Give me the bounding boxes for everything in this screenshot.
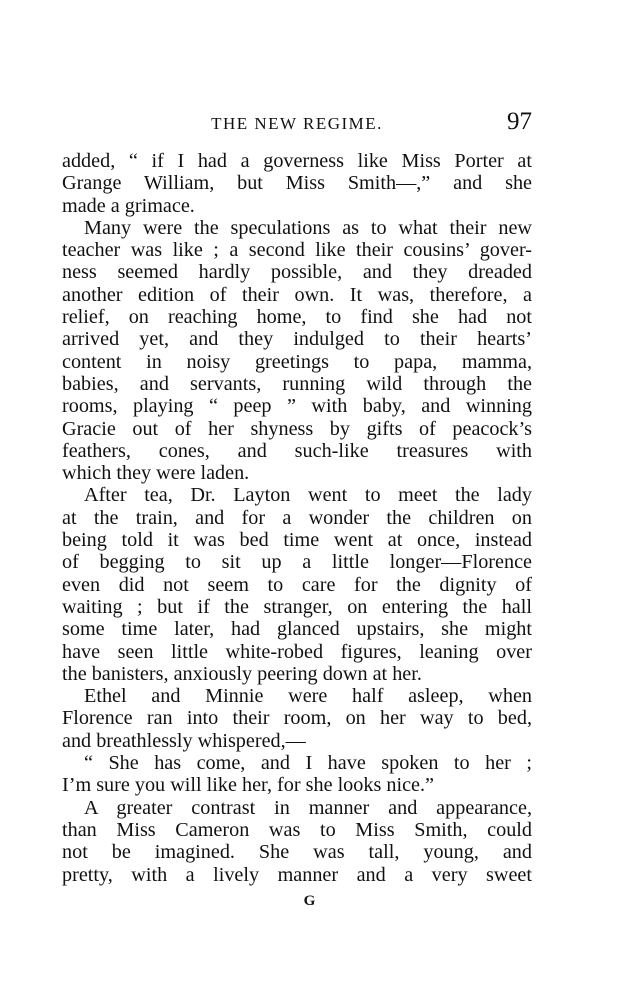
text-line: After tea, Dr. Layton went to meet the lady [84,484,532,507]
text-line: arrived yet, and they indulged to their hearts’ [62,328,532,351]
text-line: Florence ran into their room, on her way to bed, [62,707,532,730]
text-line: have seen little white-robed figures, leaning over [62,640,532,663]
text-line: not be imagined. She was tall, young, and [62,841,532,864]
text-line: even did not seem to care for the dignity of [62,573,532,596]
text-line: Many were the speculations as to what their new [84,216,532,239]
text-line: the banisters, anxiously peering down at her. [62,662,422,685]
text-line: babies, and servants, running wild through the [62,372,532,395]
running-title: THE NEW REGIME. [211,114,383,133]
text-line: waiting ; but if the stranger, on entering the hall [62,595,532,618]
text-line: I’m sure you will like her, for she looks nice.” [62,774,434,797]
text-line: and breathlessly whispered,— [62,729,306,752]
text-line: added, “ if I had a governess like Miss Porter at [62,150,532,172]
text-line: content in noisy greetings to papa, mamma, [62,350,532,373]
page-number: 97 [507,108,532,135]
text-line: being told it was bed time went at once, instead [62,529,532,552]
text-line: made a grimace. [62,194,195,217]
text-line: Grange William, but Miss Smith—,” and she [62,172,532,195]
text-line: than Miss Cameron was to Miss Smith, could [62,818,532,841]
text-line: feathers, cones, and such-like treasures with [62,439,532,462]
text-line: another edition of their own. It was, therefore, a [62,283,532,306]
text-line: of begging to sit up a little longer—Florence [62,551,532,574]
text-line: A greater contrast in manner and appearance, [84,796,532,819]
page-header [62,108,532,144]
text-line: at the train, and for a wonder the children on [62,506,532,529]
text-line: ness seemed hardly possible, and they dreaded [62,261,532,284]
body-text [62,150,532,886]
text-line: “ She has come, and I have spoken to her ; [84,752,532,775]
text-line: teacher was like ; a second like their cousins’ gover- [62,239,532,262]
text-line: which they were laden. [62,462,250,485]
text-line: Gracie out of her shyness by gifts of peacock’s [62,417,532,440]
text-line: some time later, had glanced upstairs, she might [62,618,532,641]
text-line: pretty, with a lively manner and a very sweet [62,863,532,886]
text-line: rooms, playing “ peep ” with baby, and winning [62,395,532,418]
signature-mark: G [303,893,316,909]
text-line: Ethel and Minnie were half asleep, when [84,685,532,708]
text-line: relief, on reaching home, to find she had not [62,306,532,329]
